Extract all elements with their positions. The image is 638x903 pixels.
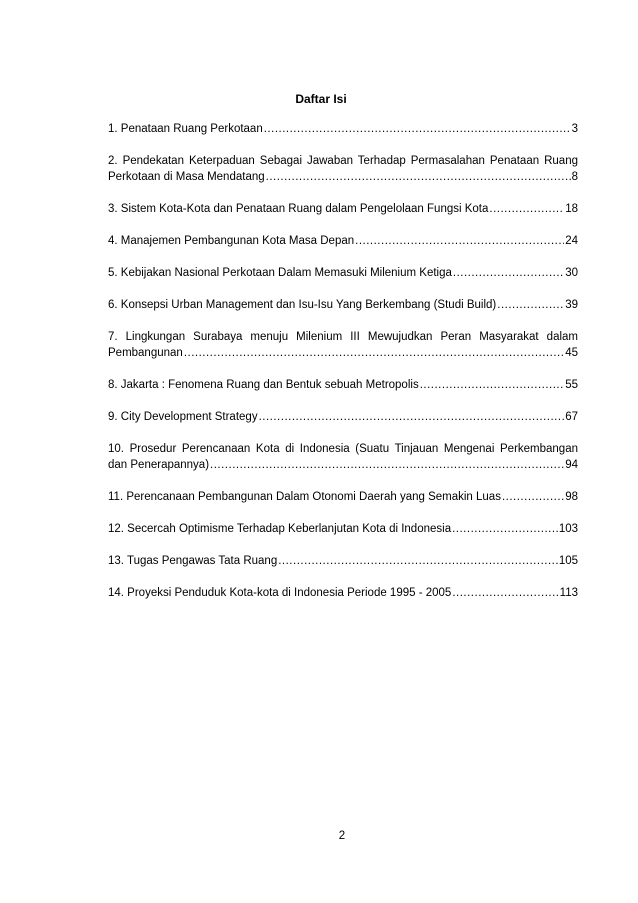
toc-page-number: 67 [565, 411, 578, 423]
toc-entry-title: Pembangunan [108, 347, 183, 359]
toc-entry-title-line1: 2. Pendekatan Keterpaduan Sebagai Jawaban Terhadap Permasalahan Penataan Ruang [108, 155, 578, 167]
toc-page-number: 24 [565, 235, 578, 247]
toc-page-number: 3 [571, 123, 578, 135]
table-of-contents [108, 121, 578, 617]
toc-line [108, 457, 578, 473]
toc-entry-7 [108, 329, 578, 361]
toc-page-number: 105 [558, 555, 578, 567]
toc-line [108, 297, 578, 313]
toc-entry-title: 3. Sistem Kota-Kota dan Penataan Ruang dalam Pengelolaan Fungsi Kota [108, 203, 489, 215]
toc-page-number: 55 [565, 379, 578, 391]
toc-page-number: 39 [565, 299, 578, 311]
toc-entry-11 [108, 489, 578, 505]
toc-entry-title: 8. Jakarta : Fenomena Ruang dan Bentuk sebuah Metropolis [108, 379, 419, 391]
toc-entry-title: 5. Kebijakan Nasional Perkotaan Dalam Memasuki Milenium Ketiga [108, 267, 452, 279]
dot-leader [420, 377, 565, 393]
dot-leader [452, 585, 558, 601]
toc-line [108, 585, 578, 601]
dot-leader [502, 489, 564, 505]
toc-entry-5 [108, 265, 578, 281]
dot-leader [266, 169, 571, 185]
toc-entry-2 [108, 153, 578, 185]
toc-line [108, 169, 578, 185]
dot-leader [184, 345, 564, 361]
toc-line [108, 201, 578, 217]
toc-page-number: 98 [565, 491, 578, 503]
dot-leader [355, 233, 564, 249]
dot-leader [264, 121, 571, 137]
toc-entry-13 [108, 553, 578, 569]
toc-entry-14 [108, 585, 578, 601]
toc-entry-12 [108, 521, 578, 537]
toc-line [108, 233, 578, 249]
toc-entry-title: 4. Manajemen Pembangunan Kota Masa Depan [108, 235, 355, 247]
dot-leader [489, 201, 564, 217]
toc-line [108, 121, 578, 137]
toc-entry-9 [108, 409, 578, 425]
toc-entry-title: 13. Tugas Pengawas Tata Ruang [108, 555, 278, 567]
toc-page-number: 30 [565, 267, 578, 279]
toc-page-number: 113 [559, 587, 578, 599]
toc-line [108, 265, 578, 281]
toc-entry-title-line1: 7. Lingkungan Surabaya menuju Milenium III Mewujudkan Peran Masyarakat dalam [108, 331, 578, 343]
toc-entry-1 [108, 121, 578, 137]
toc-page-number: 103 [558, 523, 578, 535]
toc-entry-title: 11. Perencanaan Pembangunan Dalam Otonomi Daerah yang Semakin Luas [108, 491, 501, 503]
toc-entry-title-line1: 10. Prosedur Perencanaan Kota di Indonesia (Suatu Tinjauan Mengenai Perkembangan [108, 443, 578, 455]
toc-line [108, 521, 578, 537]
toc-entry-title: 14. Proyeksi Penduduk Kota-kota di Indonesia Periode 1995 - 2005 [108, 587, 452, 599]
toc-entry-8 [108, 377, 578, 393]
toc-entry-title: Perkotaan di Masa Mendatang [108, 171, 265, 183]
toc-entry-3 [108, 201, 578, 217]
dot-leader [453, 265, 564, 281]
toc-entry-title: 9. City Development Strategy [108, 411, 258, 423]
toc-entry-4 [108, 233, 578, 249]
dot-leader [497, 297, 564, 313]
toc-line [108, 345, 578, 361]
toc-page-number: 8 [571, 171, 578, 183]
page-title: Daftar Isi [295, 92, 347, 106]
toc-entry-title: dan Penerapannya) [108, 459, 210, 471]
toc-entry-title: 1. Penataan Ruang Perkotaan [108, 123, 263, 135]
toc-line [108, 553, 578, 569]
toc-line [108, 409, 578, 425]
dot-leader [259, 409, 565, 425]
toc-entry-6 [108, 297, 578, 313]
toc-page-number: 18 [565, 203, 578, 215]
dot-leader [452, 521, 558, 537]
dot-leader [210, 457, 564, 473]
toc-entry-title: 6. Konsepsi Urban Management dan Isu-Isu Yang Berkembang (Studi Build) [108, 299, 497, 311]
dot-leader [278, 553, 558, 569]
toc-page-number: 94 [565, 459, 578, 471]
toc-page-number: 45 [565, 347, 578, 359]
toc-line [108, 489, 578, 505]
page-number: 2 [338, 830, 346, 842]
toc-entry-10 [108, 441, 578, 473]
toc-entry-title: 12. Secercah Optimisme Terhadap Keberlanjutan Kota di Indonesia [108, 523, 452, 535]
toc-line [108, 377, 578, 393]
